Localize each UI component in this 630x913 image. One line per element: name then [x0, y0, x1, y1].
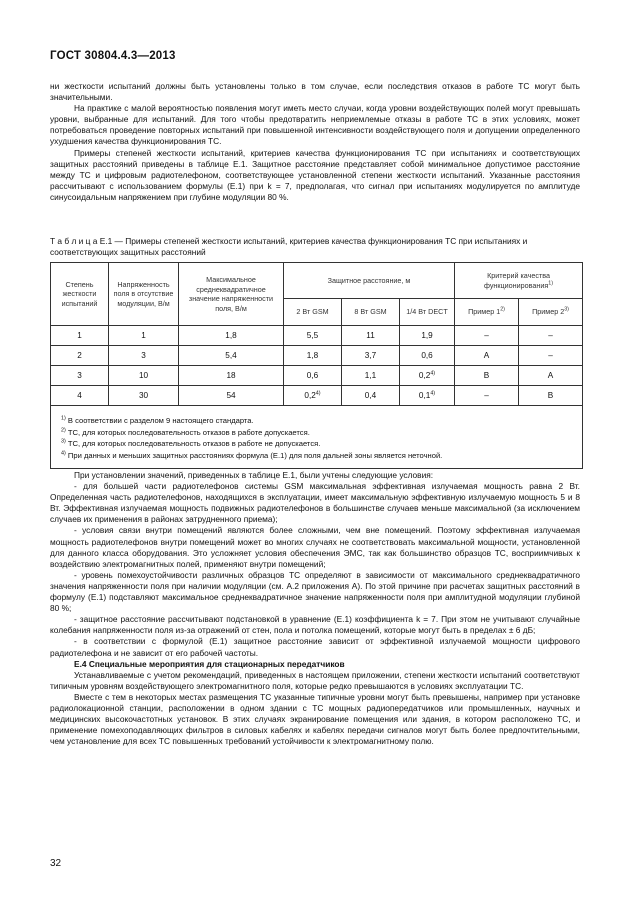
cell-level: 1: [51, 326, 109, 346]
table-footnotes: [51, 406, 583, 469]
cell-dect-value: 1,9: [421, 330, 433, 340]
cell-gsm-2w: [284, 386, 342, 406]
cell-example-2: –: [519, 346, 583, 366]
cell-rms: 54: [179, 386, 284, 406]
cell-gsm-2w: 5,5: [284, 326, 342, 346]
cell-example-2: А: [519, 366, 583, 386]
cell-rms: 5,4: [179, 346, 284, 366]
footnote: $^{4)}$ При данных и меньших защитных расстояниях формула (Е.1) для поля дальней зоны является неточной.: [61, 449, 443, 460]
cell-example-2: В: [519, 386, 583, 406]
cell-dect: [400, 366, 455, 386]
footnote-mark: 1): [548, 280, 554, 287]
table-row: [51, 346, 583, 366]
top-text-block: [50, 81, 580, 203]
cell-field: 30: [109, 386, 179, 406]
cell-gsm-8w: 3,7: [342, 346, 400, 366]
table-row: [51, 366, 583, 386]
header-criterion: [455, 263, 583, 299]
footnote-mark: 2): [500, 306, 505, 313]
header-rms: Максимальное среднеквадратичное значение напряженности поля, В/м: [179, 263, 284, 326]
section-heading: Е.4 Специальные мероприятия для стационарных передатчиков: [74, 658, 345, 669]
conditions-text-block: [50, 470, 580, 747]
cell-dect: [400, 386, 455, 406]
header-distance: Защитное расстояние, м: [284, 263, 455, 299]
header-example-2: [519, 299, 583, 326]
cell-dect-value: 0,1: [418, 390, 431, 400]
header-dect: [400, 299, 455, 326]
list-item: - защитное расстояние рассчитывают подстановкой в уравнение (Е.1) коэффициента k = 7. При этом не учитывают случайные колебания напряженности поля из-за отражений от стен, пола и потолка помещений, которые могут быть в пределах ± 6 дБ;: [50, 614, 580, 636]
paragraph: Примеры степеней жесткости испытаний, критериев качества функционирования ТС при испытаниях и соответствующих защитных расстояний приведены в таблице Е.1. Защитное расстояние представляет собой минимальное допустимое расстояние между ТС и цифровым радиотелефоном, соответствующее установленной степени жесткости испытаний. Указанные расстояния рассчитывают с использованием формулы (Е.1) при k = 7, предполагая, что сигнал при испытаниях модулируется по амплитуде синусоидальным напряжением при глубине модуляции 80 %.: [50, 147, 580, 202]
cell-field: 3: [109, 346, 179, 366]
header-dect-text: Вт DECT: [418, 307, 448, 317]
paragraph: Устанавливаемые с учетом рекомендаций, приведенных в настоящем приложении, степени жесткости испытаний соответствуют типичным уровням воздействующего электромагнитного поля, которые редко превышаются в условиях эксплуатации ТС.: [50, 669, 580, 691]
header-gsm-2w: 2 Вт GSM: [284, 299, 342, 326]
table-e1: [50, 262, 583, 469]
footnote: $^{3)}$ ТС, для которых последовательность отказов в работе не допускается.: [61, 438, 321, 448]
list-item: - для большей части радиотелефонов системы GSM максимальная эффективная излучаемая мощность равна 2 Вт. Определенная часть радиотелефонов, находящихся в эксплуатации, имеет максимальную эффективную излучаемую мощность 5 и 8 Вт. Эффективная излучаемая мощность подвижных радиотелефонов в большинстве случаев меньше максимальной (за исключением случаев их применения в районах затрудненного приема);: [50, 481, 580, 525]
header-criterion-text: Критерий качества функционирования: [484, 271, 550, 290]
cell-dect-value: 0,6: [421, 350, 433, 360]
table-caption: Т а б л и ц а Е.1 — Примеры степеней жесткости испытаний, критериев качества функционирования ТС при испытаниях и соответствующих защитных расстояний: [50, 236, 528, 258]
cell-gsm-8w: 1,1: [342, 366, 400, 386]
cell-level: 3: [51, 366, 109, 386]
list-item: - условия связи внутри помещений являются более сложными, чем вне помещений. Поэтому эффективная излучаемая мощность радиотелефонов внутри помещений может во многих случаях не соответствовать максимальной мощности, установленной для данного класса оборудования. Это усложняет условия обеспечения ЭМС, так как большинство образцов ТС, восприимчивых к воздействию электромагнитных полей, применяют внутри помещений;: [50, 525, 580, 569]
cell-rms: 18: [179, 366, 284, 386]
header-example-1: [455, 299, 519, 326]
cell-dect: [400, 346, 455, 366]
cell-field: 1: [109, 326, 179, 346]
table-row: [51, 386, 583, 406]
cell-example-2: –: [519, 326, 583, 346]
paragraph: Вместе с тем в некоторых местах размещения ТС указанные типичные уровни могут быть превышены, например при установке радиолокационной станции, расположении в одном здании с ТС мощных радиопередатчиков или промышленных, научных и медицинских высокочастотных установок. В этих случаях экранирование помещения или здания, в котором расположено ТС, и применение помехоподавляющих фильтров в силовых кабелях и кабелях передачи сигналов могут быть более предпочтительными, чем установление для всех ТС повышенных требований устойчивости к электромагнитному полю.: [50, 691, 580, 747]
paragraph: На практике с малой вероятностью появления могут иметь место случаи, когда уровни воздействующих полей могут превышать уровни, выбранные для испытаний. Для того чтобы предотвратить неприемлемые отказы в работе ТС в этих условиях, может потребоваться проведение повторных испытаний при повышенной интенсивности воздействующего поля и допущении определенного ухудшения качества функционирования ТС.: [50, 103, 580, 147]
header-level: Степень жесткости испытаний: [51, 263, 109, 326]
header-gsm-8w: 8 Вт GSM: [342, 299, 400, 326]
footnote-mark: 4): [430, 390, 436, 397]
header-example-1-text: Пример 1: [468, 307, 501, 317]
table-row: [51, 326, 583, 346]
cell-gsm-2w: 1,8: [284, 346, 342, 366]
cell-gsm-8w: 11: [342, 326, 400, 346]
footnote-mark: 4): [315, 390, 321, 397]
cell-level: 2: [51, 346, 109, 366]
header-dect-fraction: 1/4: [406, 307, 417, 317]
cell-field: 10: [109, 366, 179, 386]
header-field: Напряженность поля в отсутствие модуляции, В/м: [109, 263, 179, 326]
footnote-mark: 4): [430, 370, 436, 377]
cell-rms: 1,8: [179, 326, 284, 346]
cell-example-1: А: [455, 346, 519, 366]
cell-gsm-8w: 0,4: [342, 386, 400, 406]
page-number: 32: [50, 858, 62, 869]
cell-level: 4: [51, 386, 109, 406]
cell-example-1: –: [455, 386, 519, 406]
paragraph: ни жесткости испытаний должны быть установлены только в том случае, если последствия отказов в работе ТС могут быть значительными.: [50, 81, 580, 103]
cell-dect: [400, 326, 455, 346]
footnote: $^{1)}$ В соответствии с разделом 9 настоящего стандарта.: [61, 415, 254, 425]
cell-gsm-2w: 0,6: [284, 366, 342, 386]
cell-example-1: –: [455, 326, 519, 346]
header-example-2-text: Пример 2: [532, 307, 565, 317]
cell-example-1: В: [455, 366, 519, 386]
list-item: - в соответствии с формулой (Е.1) защитное расстояние зависит от эффективной излучаемой мощности цифрового радиотелефона и не зависит от его рабочей частоты.: [50, 636, 580, 658]
footnote-mark: 3): [564, 306, 569, 313]
cell-gsm-2w-value: 0,2: [304, 390, 316, 400]
footnote: $^{2)}$ ТС, для которых последовательность отказов в работе допускается.: [61, 426, 310, 437]
cell-dect-value: 0,2: [418, 370, 431, 380]
paragraph: При установлении значений, приведенных в таблице Е.1, были учтены следующие условия:: [74, 470, 434, 480]
list-item: - уровень помехоустойчивости различных образцов ТС определяют в зависимости от максимального среднеквадратичного значения напряженности поля при наличии модуляции (см. А.2 приложения А). По этой причине при расчетах защитных расстояний в формулу (Е.1) подставляют максимальное среднеквадратичное значение напряженности поля при амплитудной модуляции глубиной 80 %;: [50, 569, 580, 614]
document-header: ГОСТ 30804.4.3—2013: [50, 50, 176, 62]
